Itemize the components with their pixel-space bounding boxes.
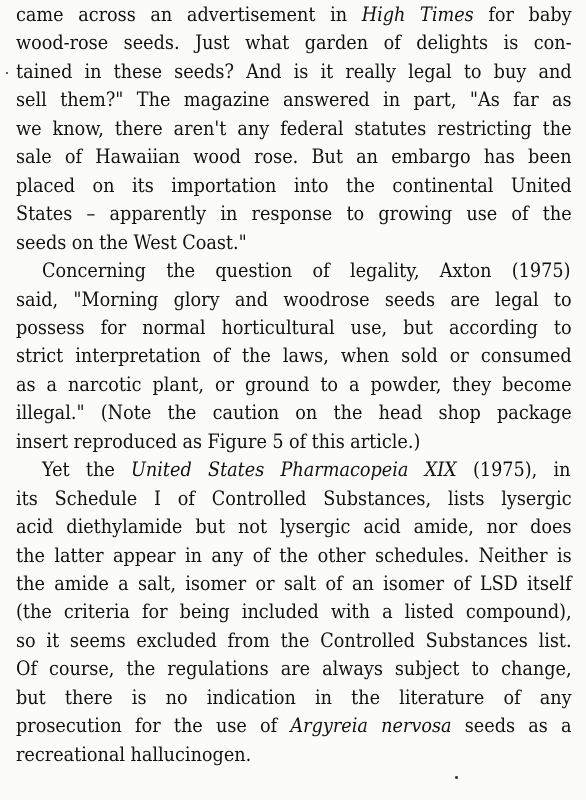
word: legal <box>408 59 452 83</box>
word: is <box>293 59 309 83</box>
word: an <box>150 3 173 26</box>
word: isomer <box>383 572 445 595</box>
word: there <box>64 685 113 709</box>
word: seeds. <box>123 31 180 55</box>
word: advertisement <box>186 3 316 26</box>
word: of <box>453 572 471 595</box>
word: use, <box>350 315 388 339</box>
text-line <box>16 371 572 399</box>
word: (1975), <box>472 458 538 482</box>
italic-word: High <box>361 3 406 26</box>
word: use <box>215 714 247 738</box>
word: United <box>510 173 572 197</box>
word: in <box>184 543 202 567</box>
text-line <box>42 456 571 484</box>
word: as <box>552 88 572 112</box>
word: ground <box>244 372 310 396</box>
word: lysergic <box>280 515 351 539</box>
word: but <box>195 515 226 539</box>
word: for <box>100 315 127 339</box>
word: Figure <box>207 429 267 453</box>
word: Schedule <box>54 486 138 510</box>
word: placed <box>16 173 76 197</box>
text-line <box>16 570 572 598</box>
word: possess <box>16 315 85 339</box>
text-line <box>16 712 572 740</box>
word: for <box>488 3 514 26</box>
word: acid <box>363 515 401 539</box>
word: growing <box>378 202 453 226</box>
word: not <box>238 515 268 539</box>
word: for <box>135 714 161 738</box>
word: in <box>553 458 571 482</box>
text-line <box>16 342 572 370</box>
word: continental <box>392 173 494 197</box>
text-line <box>16 542 572 570</box>
word: "Morning <box>73 287 159 311</box>
word: 5 <box>272 429 284 453</box>
word: does <box>530 515 572 539</box>
word: interpretation <box>75 344 201 368</box>
word: what <box>245 31 290 55</box>
word: (the <box>16 600 52 624</box>
word: amide <box>54 572 109 595</box>
word: become <box>502 372 572 396</box>
word: strict <box>16 344 64 368</box>
word: came <box>16 3 64 26</box>
text-line <box>16 86 572 114</box>
word: we <box>16 116 42 140</box>
word: insert <box>16 429 69 453</box>
word: the <box>99 230 129 254</box>
text-line <box>16 598 572 626</box>
text-line <box>16 399 572 427</box>
text-line <box>16 29 572 57</box>
word: being <box>179 600 230 624</box>
word: restricting <box>437 116 532 140</box>
text-line <box>16 627 572 655</box>
word: in <box>84 59 102 83</box>
word: Yet <box>42 458 70 482</box>
print-speck <box>455 776 458 779</box>
word: importation <box>171 173 277 197</box>
word: the <box>16 543 45 567</box>
word: Neither <box>478 543 548 567</box>
word: hallucinogen. <box>130 742 252 766</box>
word: are <box>280 657 311 681</box>
word: of <box>64 145 83 169</box>
word: regulations <box>167 657 269 681</box>
word: always <box>322 657 383 681</box>
word: Hawaiian <box>95 145 181 169</box>
word: head <box>378 401 423 425</box>
print-speck <box>6 72 8 74</box>
word: or <box>255 572 275 595</box>
text-line <box>16 143 572 171</box>
word: an <box>356 145 379 169</box>
word: course, <box>48 657 115 681</box>
word: consumed <box>480 344 572 368</box>
word: change, <box>501 657 572 681</box>
word: question <box>215 259 293 283</box>
word: salt <box>283 572 317 595</box>
word: are <box>450 287 480 311</box>
word: Controlled <box>320 628 415 652</box>
word: the <box>167 401 197 425</box>
word: it <box>320 59 334 83</box>
word: latter <box>54 543 104 567</box>
word: and <box>234 287 269 311</box>
word: when <box>340 344 390 368</box>
word: amide, <box>413 515 474 539</box>
word: Controlled <box>211 486 307 510</box>
word: the <box>166 259 196 283</box>
word: buy <box>493 59 527 83</box>
word: the <box>280 628 310 652</box>
word: the <box>351 685 381 709</box>
word: them?" <box>60 88 124 112</box>
text-line <box>16 513 572 541</box>
word: subject <box>394 657 460 681</box>
word: appear <box>113 543 176 567</box>
word: part, <box>413 88 457 112</box>
word: in <box>220 202 238 226</box>
word: a <box>46 372 58 396</box>
word: wood-rose <box>16 31 109 55</box>
word: recreational <box>16 742 126 766</box>
word: seeds <box>464 714 516 738</box>
word: of <box>252 543 270 567</box>
word: or <box>214 372 235 396</box>
word: they <box>452 372 492 396</box>
word: diethylamide <box>66 515 183 539</box>
word: in <box>315 685 333 709</box>
word: States <box>16 202 73 226</box>
word: so <box>16 628 36 652</box>
word: this <box>311 429 345 453</box>
word: but <box>403 315 433 339</box>
word: the <box>279 543 309 567</box>
italic-word: States <box>207 458 265 482</box>
text-line <box>16 229 519 257</box>
word: lysergic <box>501 486 572 510</box>
word: on <box>71 230 94 254</box>
word: con- <box>533 31 572 55</box>
word: or <box>449 344 469 368</box>
word: Substances, <box>323 486 432 510</box>
word: "As <box>469 88 500 112</box>
word: as <box>528 714 548 738</box>
word: Coast." <box>182 230 247 254</box>
text-line <box>16 200 572 228</box>
italic-word: XIX <box>424 458 457 482</box>
word: has <box>483 145 515 169</box>
word: plant, <box>152 372 204 396</box>
word: Of <box>16 657 38 681</box>
word: from <box>227 628 270 652</box>
word: horticultural <box>221 315 335 339</box>
word: of <box>383 31 401 55</box>
word: to <box>346 202 365 226</box>
text-line <box>16 58 572 86</box>
word: garden <box>304 31 369 55</box>
word: in <box>383 88 401 112</box>
word: seems <box>69 628 126 652</box>
word: in <box>330 3 348 26</box>
word: article.) <box>350 429 421 453</box>
word: the <box>241 344 271 368</box>
word: prosecution <box>16 714 122 738</box>
word: an <box>351 572 374 595</box>
text-line <box>16 428 519 456</box>
word: of <box>325 572 343 595</box>
word: the <box>333 401 363 425</box>
word: compound), <box>465 600 572 624</box>
word: – <box>86 202 96 226</box>
italic-word: Pharmacopeia <box>280 458 409 482</box>
word: no <box>165 685 188 709</box>
word: listed <box>404 600 454 624</box>
word: nor <box>486 515 518 539</box>
text-line <box>16 741 519 769</box>
word: into <box>293 173 329 197</box>
word: as <box>182 429 203 453</box>
word: itself <box>527 572 572 595</box>
word: legal <box>495 287 539 311</box>
word: statutes <box>354 116 427 140</box>
word: any <box>237 116 270 140</box>
word: as <box>16 372 36 396</box>
word: of <box>177 486 195 510</box>
word: response <box>251 202 333 226</box>
word: Axton <box>439 259 492 283</box>
word: (Note <box>100 401 152 425</box>
text-line <box>16 172 572 200</box>
italic-word: United <box>131 458 192 482</box>
word: (1975) <box>511 259 571 283</box>
word: the <box>542 202 572 226</box>
word: federal <box>280 116 344 140</box>
word: acid <box>16 515 54 539</box>
word: use <box>466 202 498 226</box>
text-line <box>16 684 572 712</box>
word: The <box>136 88 171 112</box>
word: a <box>561 714 572 738</box>
word: of <box>288 429 307 453</box>
text-line <box>42 257 571 285</box>
word: lists <box>447 486 485 510</box>
italic-word: Argyreia <box>290 714 368 738</box>
text-line <box>16 115 572 143</box>
word: list. <box>538 628 572 652</box>
word: of <box>503 685 521 709</box>
word: is <box>556 543 572 567</box>
word: of <box>312 259 330 283</box>
word: but <box>16 685 46 709</box>
word: woodrose <box>283 287 370 311</box>
word: other <box>317 543 366 567</box>
word: seeds <box>16 230 67 254</box>
word: and <box>538 59 572 83</box>
word: Just <box>195 31 230 55</box>
word: glory <box>173 287 220 311</box>
italic-word: Times <box>420 3 474 26</box>
word: is <box>131 685 147 709</box>
word: for <box>142 600 168 624</box>
text-line <box>16 286 572 314</box>
word: And <box>246 59 282 83</box>
word: embargo <box>391 145 471 169</box>
word: of <box>260 714 278 738</box>
word: to <box>553 315 572 339</box>
word: the <box>126 657 156 681</box>
word: sell <box>16 88 47 112</box>
word: aren't <box>173 116 227 140</box>
word: delights <box>416 31 489 55</box>
word: according <box>448 315 538 339</box>
word: any <box>539 685 572 709</box>
word: a <box>349 372 360 396</box>
word: Substances <box>425 628 528 652</box>
word: tained <box>16 59 73 83</box>
word: West <box>133 230 177 254</box>
word: is <box>503 31 519 55</box>
word: legality, <box>349 259 420 283</box>
word: the <box>542 116 572 140</box>
word: of <box>212 344 230 368</box>
word: really <box>345 59 397 83</box>
word: to <box>463 59 482 83</box>
word: answered <box>283 88 370 112</box>
word: normal <box>142 315 206 339</box>
word: narcotic <box>68 372 142 396</box>
word: indication <box>206 685 296 709</box>
word: across <box>78 3 136 26</box>
text-line <box>16 314 572 342</box>
word: the <box>346 173 375 197</box>
word: reproduced <box>73 429 178 453</box>
word: criteria <box>63 600 130 624</box>
word: far <box>513 88 539 112</box>
word: on <box>295 401 318 425</box>
word: excluded <box>136 628 217 652</box>
word: the <box>173 714 203 738</box>
word: a <box>118 572 129 595</box>
word: But <box>311 145 343 169</box>
word: there <box>114 116 163 140</box>
word: to <box>471 657 490 681</box>
word: the <box>16 572 45 595</box>
word: literature <box>399 685 485 709</box>
text-line <box>16 655 572 683</box>
word: schedules. <box>375 543 470 567</box>
word: salt, <box>138 572 176 595</box>
word: to <box>320 372 339 396</box>
word: illegal." <box>16 401 85 425</box>
word: rose. <box>254 145 299 169</box>
word: baby <box>528 3 572 26</box>
word: the <box>85 458 115 482</box>
word: sold <box>401 344 438 368</box>
word: with <box>330 600 371 624</box>
word: seeds? <box>174 59 234 83</box>
text-line <box>16 1 572 29</box>
word: of <box>511 202 529 226</box>
word: any <box>211 543 244 567</box>
word: caution <box>212 401 280 425</box>
word: to <box>553 287 572 311</box>
word: know, <box>52 116 104 140</box>
word: said, <box>16 287 59 311</box>
word: been <box>528 145 572 169</box>
word: on <box>92 173 115 197</box>
word: magazine <box>183 88 270 112</box>
word: package <box>497 401 572 425</box>
text-line <box>16 485 572 513</box>
word: isomer <box>185 572 247 595</box>
word: apparently <box>109 202 207 226</box>
word: LSD <box>479 572 518 595</box>
word: its <box>132 173 154 197</box>
word: these <box>113 59 163 83</box>
word: it <box>46 628 60 652</box>
word: sale <box>16 145 52 169</box>
word: its <box>16 486 38 510</box>
italic-word: nervosa <box>381 714 452 738</box>
word: wood <box>193 145 241 169</box>
word: seeds <box>384 287 436 311</box>
word: included <box>241 600 319 624</box>
word: Concerning <box>42 259 146 283</box>
word: I <box>153 486 161 510</box>
word: laws, <box>282 344 329 368</box>
word: powder, <box>370 372 442 396</box>
word: a <box>382 600 393 624</box>
word: shop <box>438 401 481 425</box>
